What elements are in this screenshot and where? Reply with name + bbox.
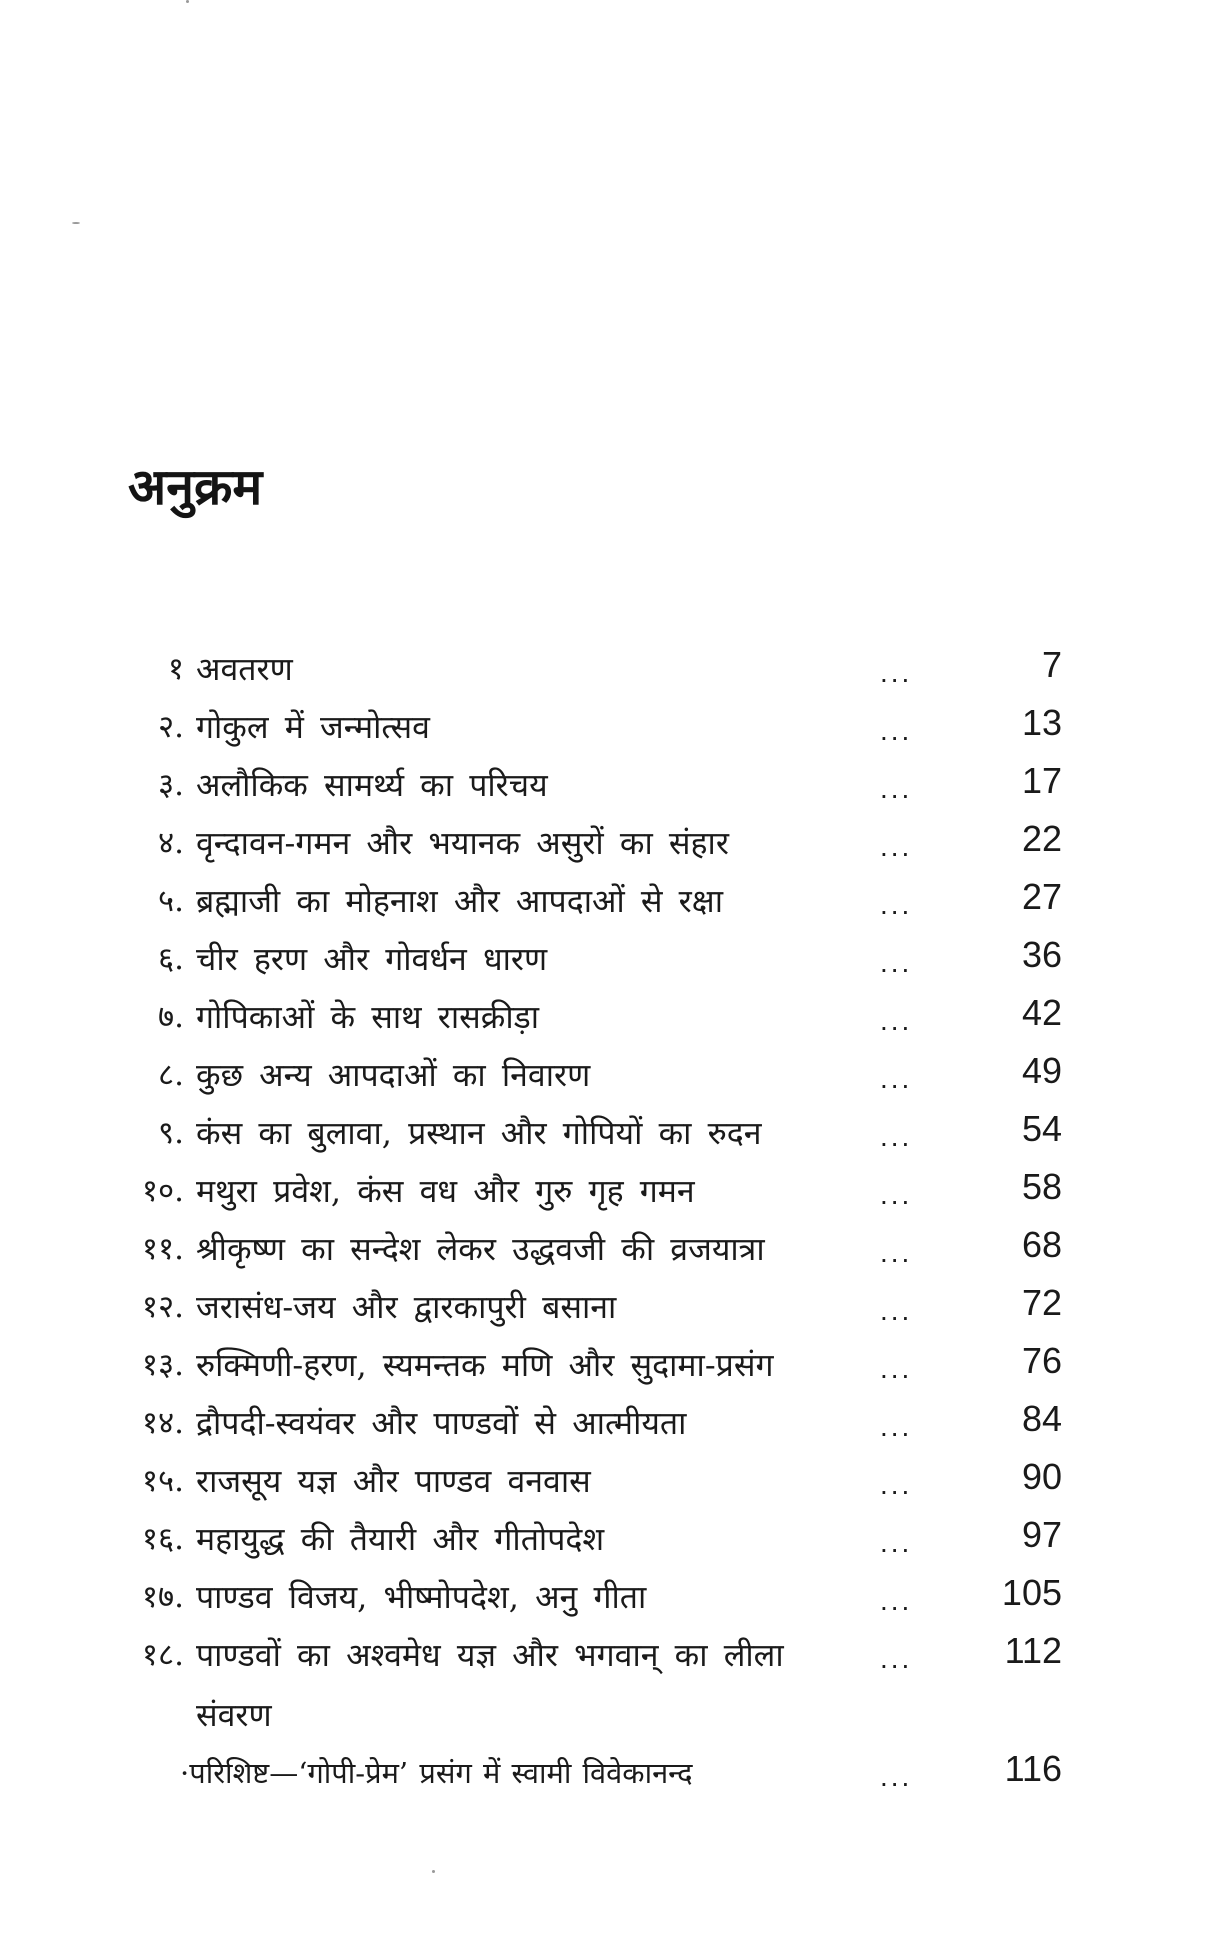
dot-leader: ...: [880, 657, 913, 688]
toc-entry-4: [0, 814, 1212, 872]
dot-leader: ...: [880, 1121, 913, 1152]
dot-leader: ...: [880, 1469, 913, 1500]
chapter-title: महायुद्ध की तैयारी और गीतोपदेश: [196, 1520, 605, 1558]
chapter-number: १८.: [141, 1637, 184, 1673]
chapter-title: चीर हरण और गोवर्धन धारण: [196, 940, 548, 978]
chapter-title: कुछ अन्य आपदाओं का निवारण: [196, 1056, 591, 1094]
chapter-number: ८.: [158, 1057, 184, 1093]
chapter-title: राजसूय यज्ञ और पाण्डव वनवास: [196, 1462, 591, 1500]
page-number: 105: [1001, 1572, 1062, 1613]
chapter-number: १०.: [141, 1173, 184, 1209]
scan-speck: [186, 0, 189, 3]
page-number: 68: [1021, 1224, 1062, 1265]
page-number: 54: [1021, 1108, 1062, 1149]
toc-entry-11: [0, 1220, 1212, 1278]
chapter-title: गोपिकाओं के साथ रासक्रीड़ा: [196, 998, 540, 1036]
chapter-title: गोकुल में जन्मोत्सव: [196, 708, 430, 746]
dot-leader: ...: [880, 1527, 913, 1558]
toc-entry-5: [0, 872, 1212, 930]
dot-leader: ...: [880, 1063, 913, 1094]
chapter-number: ११.: [141, 1231, 184, 1267]
chapter-number: १२.: [141, 1289, 184, 1325]
dot-leader: ...: [880, 1761, 913, 1792]
chapter-number: ५.: [158, 883, 184, 919]
dot-leader: ...: [880, 715, 913, 746]
toc-entry-16: [0, 1510, 1212, 1568]
chapter-title: द्रौपदी-स्वयंवर और पाण्डवों से आत्मीयता: [196, 1404, 687, 1442]
dot-leader: ...: [880, 1585, 913, 1616]
chapter-title: जरासंध-जय और द्वारकापुरी बसाना: [196, 1288, 617, 1326]
toc-entry-18-continued: [0, 1686, 1212, 1744]
chapter-title: पाण्डव विजय, भीष्मोपदेश, अनु गीता: [196, 1578, 647, 1616]
page-number: 27: [1021, 876, 1062, 917]
page-number: 58: [1021, 1166, 1062, 1207]
dot-leader: ...: [880, 1643, 913, 1674]
dot-leader: ...: [880, 773, 913, 804]
chapter-title: श्रीकृष्ण का सन्देश लेकर उद्धवजी की व्रजयात्रा: [196, 1230, 765, 1268]
dot-leader: ...: [880, 1295, 913, 1326]
page-number: 97: [1021, 1514, 1062, 1555]
toc-entry-9: [0, 1104, 1212, 1162]
chapter-title: अलौकिक सामर्थ्य का परिचय: [196, 766, 548, 804]
chapter-number: ३.: [158, 767, 184, 803]
toc-entry-1: [0, 640, 1212, 698]
chapter-number: ७.: [158, 999, 184, 1035]
toc-entry-6: [0, 930, 1212, 988]
chapter-title: कंस का बुलावा, प्रस्थान और गोपियों का रुदन: [196, 1114, 762, 1152]
toc-entry-2: [0, 698, 1212, 756]
page-number: 7: [1041, 644, 1062, 685]
chapter-title: ब्रह्माजी का मोहनाश और आपदाओं से रक्षा: [196, 882, 723, 920]
toc-entry-12: [0, 1278, 1212, 1336]
chapter-number: १३.: [141, 1347, 184, 1383]
chapter-number: ६.: [158, 941, 184, 977]
dot-leader: ...: [880, 1179, 913, 1210]
page-number: 116: [1004, 1748, 1062, 1789]
dot-leader: ...: [880, 831, 913, 862]
toc-entry-8: [0, 1046, 1212, 1104]
chapter-title: वृन्दावन-गमन और भयानक असुरों का संहार: [196, 824, 729, 862]
page-number: 72: [1021, 1282, 1062, 1323]
toc-entry-7: [0, 988, 1212, 1046]
chapter-title: अवतरण: [196, 650, 293, 688]
page-number: 76: [1021, 1340, 1062, 1381]
toc-appendix: [0, 1744, 1212, 1802]
toc-entry-10: [0, 1162, 1212, 1220]
chapter-title: मथुरा प्रवेश, कंस वध और गुरु गृह गमन: [196, 1172, 695, 1210]
dot-leader: ...: [880, 1005, 913, 1036]
chapter-number: १४.: [141, 1405, 184, 1441]
page-number: 84: [1021, 1398, 1062, 1439]
appendix-title: ·परिशिष्ट—‘गोपी-प्रेम’ प्रसंग में स्वामी विवेकानन्द: [180, 1756, 693, 1790]
chapter-number: १५.: [141, 1463, 184, 1499]
page-number: 90: [1021, 1456, 1062, 1497]
dot-leader: ...: [880, 889, 913, 920]
scan-speck: [72, 222, 80, 224]
page-number: 22: [1021, 818, 1062, 859]
chapter-number: १: [167, 651, 184, 687]
chapter-title-continuation: संवरण: [196, 1696, 272, 1734]
dot-leader: ...: [880, 947, 913, 978]
chapter-number: ४.: [158, 825, 184, 861]
chapter-title: रुक्मिणी-हरण, स्यमन्तक मणि और सुदामा-प्रसंग: [196, 1346, 774, 1384]
scan-speck: [432, 1870, 435, 1873]
page-number: 36: [1021, 934, 1062, 975]
chapter-number: १६.: [141, 1521, 184, 1557]
page-number: 17: [1021, 760, 1062, 801]
chapter-number: १७.: [141, 1579, 184, 1615]
toc-entry-17: [0, 1568, 1212, 1626]
page-number: 49: [1021, 1050, 1062, 1091]
page-number: 112: [1004, 1630, 1062, 1671]
toc-entry-14: [0, 1394, 1212, 1452]
toc-entry-15: [0, 1452, 1212, 1510]
toc-entry-18: [0, 1626, 1212, 1684]
page-number: 13: [1021, 702, 1062, 743]
dot-leader: ...: [880, 1411, 913, 1442]
dot-leader: ...: [880, 1353, 913, 1384]
toc-entry-13: [0, 1336, 1212, 1394]
page-title: अनुक्रम: [128, 458, 263, 516]
dot-leader: ...: [880, 1237, 913, 1268]
chapter-number: ९.: [158, 1115, 184, 1151]
chapter-title: पाण्डवों का अश्वमेध यज्ञ और भगवान् का लीला: [196, 1636, 784, 1674]
toc-entry-3: [0, 756, 1212, 814]
chapter-number: २.: [158, 709, 184, 745]
page-number: 42: [1021, 992, 1062, 1033]
